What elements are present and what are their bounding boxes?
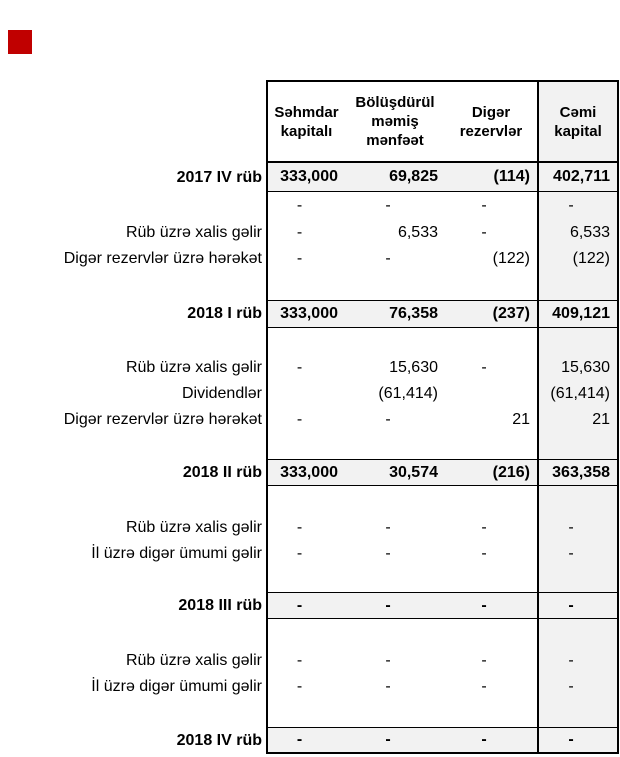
table-row-2017-iv-total xyxy=(0,163,620,192)
header-line: kapitalı xyxy=(280,122,333,140)
cell-value: - xyxy=(266,355,345,381)
cell-value: (122) xyxy=(492,250,530,267)
table-row-other-comprehensive-income xyxy=(0,674,620,700)
row-label xyxy=(0,486,266,515)
table-spacer-row xyxy=(0,619,620,648)
cell-value: - xyxy=(345,592,445,619)
cell-empty xyxy=(537,328,619,355)
cell-value: (216) xyxy=(445,459,537,486)
row-label: 2017 IV rüb xyxy=(176,168,262,186)
cell-value: 333,000 xyxy=(266,459,345,486)
cell-value: - xyxy=(537,592,619,619)
cell-value: - xyxy=(481,545,487,562)
cell-value: 21 xyxy=(512,411,530,428)
cell-value: - xyxy=(537,674,619,700)
cell-value: (122) xyxy=(537,246,619,272)
cell-value: - xyxy=(385,652,391,669)
header-line: rezervlər xyxy=(459,122,523,140)
cell-value: - xyxy=(445,727,537,754)
cell-value: - xyxy=(266,515,345,541)
table-row-net-income xyxy=(0,648,620,674)
header-line: mənfəət xyxy=(366,132,424,149)
row-label xyxy=(0,272,266,300)
cell-value: 21 xyxy=(537,407,619,433)
cell-value: - xyxy=(385,545,391,562)
cell-empty xyxy=(445,567,537,592)
cell-empty xyxy=(445,433,537,459)
cell-value: - xyxy=(445,592,537,619)
cell-empty xyxy=(537,272,619,300)
cell-empty xyxy=(266,486,345,515)
cell-value: - xyxy=(266,648,345,674)
table-row-net-income xyxy=(0,515,620,541)
cell-value: - xyxy=(385,519,391,536)
cell-empty xyxy=(537,433,619,459)
table-spacer-row xyxy=(0,328,620,355)
cell-empty xyxy=(266,272,345,300)
cell-value: - xyxy=(537,541,619,567)
cell-value: (61,414) xyxy=(537,381,619,407)
equity-table xyxy=(0,80,620,754)
cell-value: - xyxy=(385,250,391,267)
cell-value: 15,630 xyxy=(389,359,438,376)
cell-empty xyxy=(266,328,345,355)
row-label xyxy=(0,433,266,459)
cell-value: 15,630 xyxy=(537,355,619,381)
table-row-net-income xyxy=(0,220,620,246)
cell-empty xyxy=(266,700,345,727)
table-spacer-row xyxy=(0,272,620,300)
row-label: 2018 II rüb xyxy=(182,463,262,481)
header-line: Digər xyxy=(471,103,511,121)
cell-value: (237) xyxy=(445,300,537,328)
cell-value: - xyxy=(266,592,345,619)
table-spacer-row xyxy=(0,700,620,727)
header-line: Bölüşdürül xyxy=(355,94,435,111)
header-line: Cəmi xyxy=(559,103,597,121)
cell-empty xyxy=(445,486,537,515)
header-line: Səhmdar xyxy=(274,103,339,121)
cell-empty xyxy=(266,433,345,459)
col-header-total-capital xyxy=(537,80,619,163)
cell-empty xyxy=(266,567,345,592)
cell-empty xyxy=(266,619,345,648)
cell-empty xyxy=(345,433,445,459)
table-row-2018-iv-total xyxy=(0,727,620,754)
cell-value: (61,414) xyxy=(378,385,438,402)
cell-empty xyxy=(345,567,445,592)
row-label: Rüb üzrə xalis gəlir xyxy=(125,519,262,536)
table-row-other-reserves-movement xyxy=(0,407,620,433)
cell-empty xyxy=(445,619,537,648)
row-label xyxy=(0,619,266,648)
cell-value: - xyxy=(481,224,487,241)
row-label: Rüb üzrə xalis gəlir xyxy=(125,224,262,241)
cell-value: - xyxy=(266,407,345,433)
cell-value: - xyxy=(266,727,345,754)
header-spacer xyxy=(0,80,266,163)
table-spacer-row xyxy=(0,433,620,459)
red-square-marker xyxy=(8,30,32,54)
header-line: kapital xyxy=(554,122,602,140)
cell-value: - xyxy=(266,246,345,272)
cell-empty xyxy=(537,700,619,727)
cell-value: 6,533 xyxy=(537,220,619,246)
cell-value: - xyxy=(266,192,345,220)
cell-value: (114) xyxy=(445,163,537,192)
cell-value xyxy=(266,381,345,407)
cell-value: 363,358 xyxy=(537,459,619,486)
cell-value: - xyxy=(537,515,619,541)
col-header-other-reserves xyxy=(445,80,537,163)
table-row-dividends xyxy=(0,381,620,407)
table-row-2018-iii-total xyxy=(0,592,620,619)
cell-value: - xyxy=(385,411,391,428)
cell-value: - xyxy=(481,359,487,376)
cell-value: 333,000 xyxy=(266,163,345,192)
cell-value: - xyxy=(481,519,487,536)
cell-value: - xyxy=(537,192,619,220)
cell-value: 30,574 xyxy=(345,459,445,486)
row-label: 2018 I rüb xyxy=(187,305,262,322)
cell-value xyxy=(445,381,537,407)
row-label xyxy=(0,328,266,355)
row-label: 2018 III rüb xyxy=(178,596,262,614)
cell-empty xyxy=(345,619,445,648)
row-label: Rüb üzrə xalis gəlir xyxy=(125,652,262,669)
table-spacer-row xyxy=(0,567,620,592)
cell-value: - xyxy=(481,197,487,214)
cell-value: - xyxy=(266,674,345,700)
row-label: Digər rezervlər üzrə hərəkət xyxy=(63,411,262,428)
cell-value: - xyxy=(385,678,391,695)
row-label xyxy=(0,700,266,727)
table-row-other-reserves-movement xyxy=(0,246,620,272)
cell-empty xyxy=(345,272,445,300)
table-header-row xyxy=(0,80,620,163)
cell-empty xyxy=(537,486,619,515)
cell-value: 409,121 xyxy=(537,300,619,328)
row-label: Dividendlər xyxy=(181,385,262,402)
table-spacer-row xyxy=(0,486,620,515)
row-label xyxy=(0,567,266,592)
cell-value: - xyxy=(266,541,345,567)
cell-value: 69,825 xyxy=(345,163,445,192)
cell-empty xyxy=(537,619,619,648)
cell-empty xyxy=(537,567,619,592)
table-row-blank-movement xyxy=(0,192,620,220)
cell-empty xyxy=(445,328,537,355)
header-line: məmiş xyxy=(371,113,419,130)
cell-value: - xyxy=(537,727,619,754)
cell-value: 6,533 xyxy=(397,224,438,241)
table-row-2018-ii-total xyxy=(0,459,620,486)
cell-value: - xyxy=(385,197,391,214)
cell-value: - xyxy=(266,220,345,246)
cell-value: 402,711 xyxy=(537,163,619,192)
cell-empty xyxy=(345,486,445,515)
cell-value: 333,000 xyxy=(266,300,345,328)
cell-value: - xyxy=(537,648,619,674)
cell-empty xyxy=(445,272,537,300)
row-label: Rüb üzrə xalis gəlir xyxy=(125,359,262,376)
cell-value: - xyxy=(481,678,487,695)
col-header-retained-earnings xyxy=(345,80,445,163)
row-label: İl üzrə digər ümumi gəlir xyxy=(91,545,262,562)
row-label: Digər rezervlər üzrə hərəkət xyxy=(63,250,262,267)
cell-empty xyxy=(445,700,537,727)
table-row-net-income xyxy=(0,355,620,381)
cell-value: 76,358 xyxy=(345,300,445,328)
cell-value: - xyxy=(345,727,445,754)
row-label xyxy=(0,192,266,220)
table-row-2018-i-total xyxy=(0,300,620,328)
table-row-other-comprehensive-income xyxy=(0,541,620,567)
cell-empty xyxy=(345,700,445,727)
col-header-share-capital xyxy=(266,80,345,163)
cell-value: - xyxy=(481,652,487,669)
cell-empty xyxy=(345,328,445,355)
row-label: İl üzrə digər ümumi gəlir xyxy=(91,678,262,695)
row-label: 2018 IV rüb xyxy=(176,731,262,749)
